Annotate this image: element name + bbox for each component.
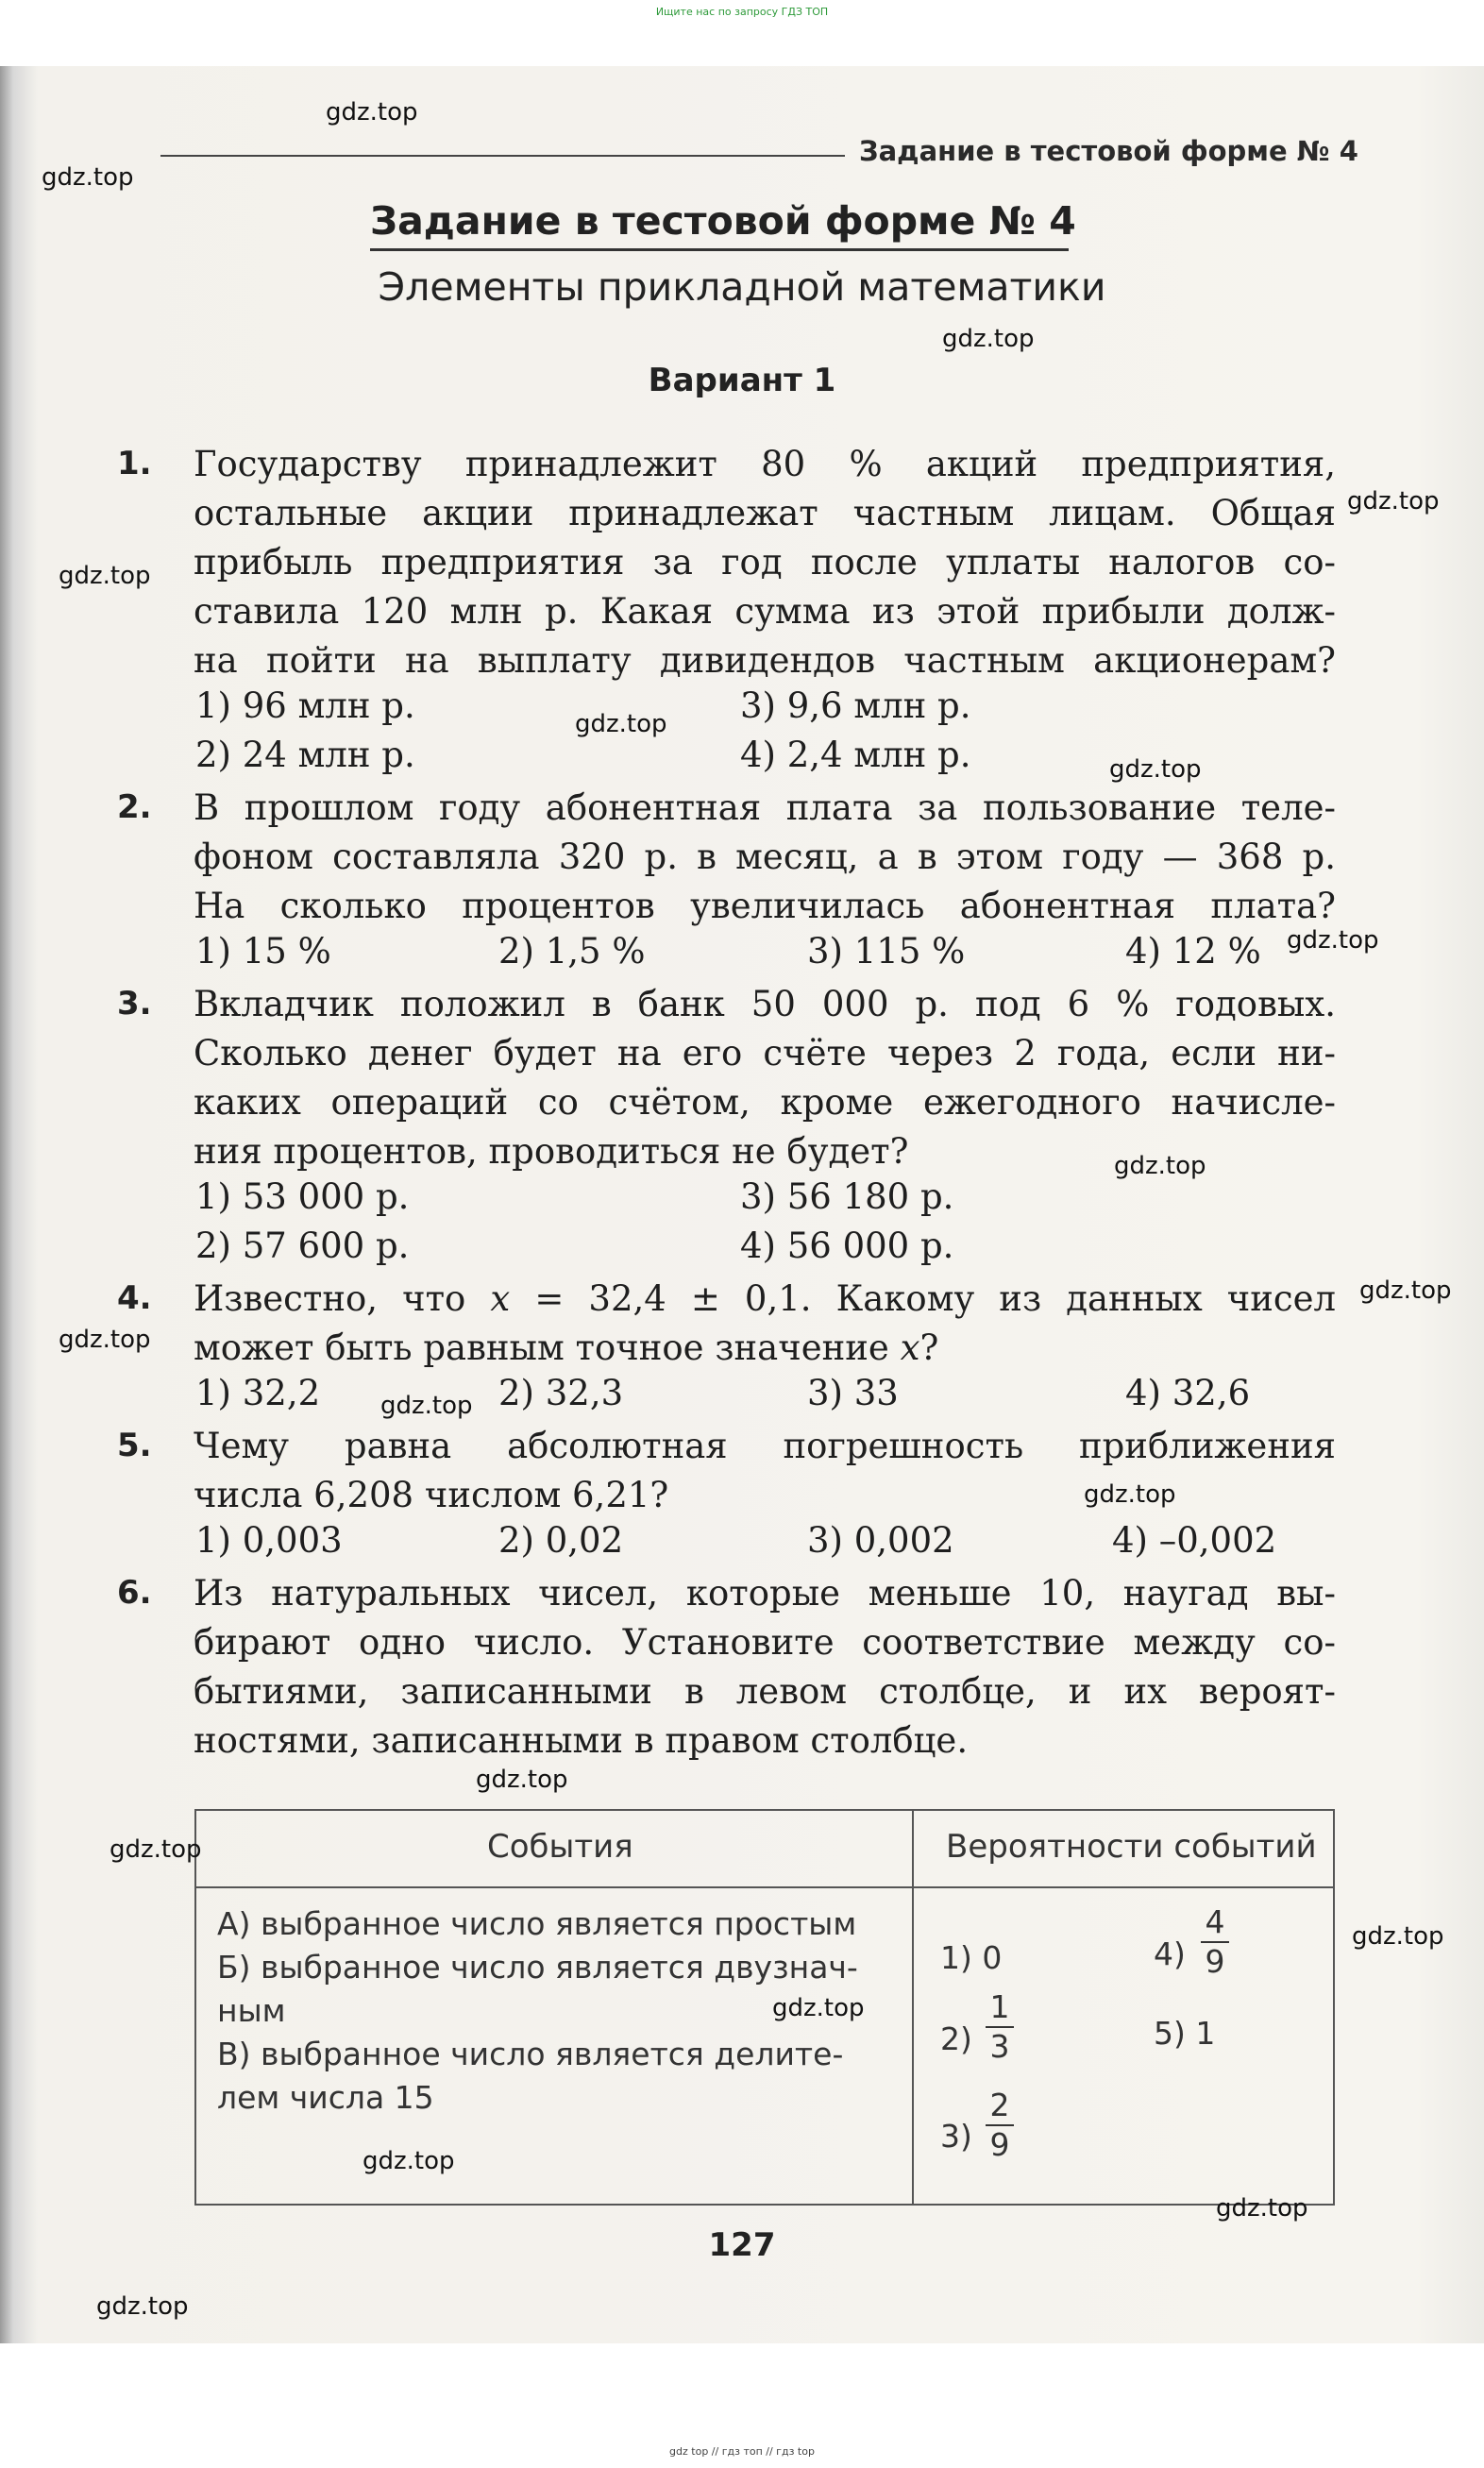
variant-heading: Вариант 1 <box>648 362 836 399</box>
question-text-line: каких операций со счётом, кроме ежегодного начисле- <box>194 1082 1336 1123</box>
watermark: gdz.top <box>1347 487 1440 516</box>
page-subtitle: Элементы прикладной математики <box>378 264 1106 310</box>
question-text-line: ния процентов, проводиться не будет? <box>194 1131 909 1172</box>
question-text-line: ностями, записанными в правом столбце. <box>194 1720 969 1761</box>
question-text-line: На сколько процентов увеличилась абонентная плата? <box>194 886 1336 926</box>
watermark: gdz.top <box>772 1994 865 2022</box>
answer-option: 4) 2,4 млн р. <box>740 735 971 775</box>
watermark: gdz.top <box>1109 755 1202 784</box>
watermark: gdz.top <box>1352 1922 1444 1951</box>
question-number: 2. <box>117 788 152 826</box>
running-head: Задание в тестовой форме № 4 <box>859 135 1358 167</box>
page-title: Задание в тестовой форме № 4 <box>370 198 1076 244</box>
watermark: gdz.top <box>380 1392 473 1420</box>
question-text-line: может быть равным точное значение x? <box>194 1327 939 1368</box>
watermark: gdz.top <box>575 710 667 738</box>
question-text-line: фоном составляла 320 р. в месяц, а в этом году — 368 р. <box>194 837 1336 877</box>
question-text-line: В прошлом году абонентная плата за пользование теле- <box>194 787 1336 828</box>
fraction-one-third: 1 3 <box>986 1990 1014 2064</box>
answer-option: 4) 56 000 р. <box>740 1226 954 1266</box>
answer-option: 3) 115 % <box>807 931 966 972</box>
question-text-line: остальные акции принадлежат частным лицам. Общая <box>194 493 1336 533</box>
event-item: ным <box>217 1992 286 2029</box>
table-header-divider <box>196 1886 1333 1888</box>
question-text-line: Вкладчик положил в банк 50 000 р. под 6 % годовых. <box>194 984 1336 1024</box>
watermark: gdz.top <box>110 1835 202 1864</box>
answer-option: 2) 0,02 <box>498 1520 624 1561</box>
watermark: gdz.top <box>96 2292 189 2321</box>
question-number: 3. <box>117 985 152 1023</box>
question-text-line: Государству принадлежит 80 % акций предприятия, <box>194 444 1336 484</box>
answer-option: 4) 12 % <box>1125 931 1261 972</box>
answer-option: 2) 57 600 р. <box>195 1226 410 1266</box>
event-item: А) выбранное число является простым <box>217 1905 857 1942</box>
page-number: 127 <box>708 2226 776 2264</box>
watermark: gdz.top <box>1359 1276 1452 1305</box>
answer-option: 3) 33 <box>807 1373 899 1413</box>
probability-option: 1) 0 <box>940 1939 1003 1976</box>
watermark: gdz.top <box>1287 926 1379 955</box>
question-text-line: числа 6,208 числом 6,21? <box>194 1475 669 1515</box>
watermark: gdz.top <box>1114 1152 1206 1180</box>
answer-option: 4) 32,6 <box>1125 1373 1251 1413</box>
answer-option: 1) 0,003 <box>195 1520 343 1561</box>
answer-option: 1) 53 000 р. <box>195 1176 410 1217</box>
question-text-line: бирают одно число. Установите соответствие между со- <box>194 1622 1336 1663</box>
watermark: gdz.top <box>326 98 418 127</box>
watermark: gdz.top <box>42 163 134 192</box>
watermark: gdz.top <box>1084 1480 1176 1509</box>
question-text-line: Чему равна абсолютная погрешность приближения <box>194 1426 1336 1466</box>
event-item: лем числа 15 <box>217 2079 434 2116</box>
answer-option: 3) 0,002 <box>807 1520 954 1561</box>
question-text-line: ставила 120 млн р. Какая сумма из этой прибыли долж- <box>194 591 1336 632</box>
question-number: 4. <box>117 1279 152 1317</box>
question-text-line: Из натуральных чисел, которые меньше 10, наугад вы- <box>194 1573 1336 1614</box>
question-text-line: Сколько денег будет на его счёте через 2 года, если ни- <box>194 1033 1336 1073</box>
column-header-probabilities: Вероятности событий <box>946 1828 1317 1866</box>
matching-table <box>194 1809 1335 2206</box>
watermark: gdz.top <box>59 1326 151 1354</box>
answer-option: 3) 56 180 р. <box>740 1176 954 1217</box>
question-number: 1. <box>117 445 152 482</box>
question-text-line: бытиями, записанными в левом столбце, и их вероят- <box>194 1671 1336 1712</box>
watermark: gdz.top <box>1216 2194 1308 2223</box>
header-rule <box>160 155 845 157</box>
variable-x: x <box>900 1327 920 1368</box>
top-note: Ищите нас по запросу ГДЗ ТОП <box>655 6 829 18</box>
question-number: 5. <box>117 1427 152 1464</box>
event-item: В) выбранное число является делите- <box>217 2036 844 2072</box>
event-item: Б) выбранное число является двузнач- <box>217 1949 858 1986</box>
question-number: 6. <box>117 1574 152 1612</box>
question-text-line: Известно, что x = 32,4 ± 0,1. Какому из данных чисел <box>194 1278 1336 1319</box>
title-underline <box>370 248 1069 251</box>
answer-option: 3) 9,6 млн р. <box>740 685 971 726</box>
answer-option: 2) 1,5 % <box>498 931 646 972</box>
question-text-line: прибыль предприятия за год после уплаты налогов со- <box>194 542 1336 583</box>
variable-x: x <box>490 1278 511 1319</box>
watermark: gdz.top <box>59 562 151 590</box>
answer-option: 1) 32,2 <box>195 1373 321 1413</box>
question-text-line: на пойти на выплату дивидендов частным акционерам? <box>194 640 1336 681</box>
footer-note: gdz top // гдз топ // гдз top <box>669 2445 815 2458</box>
answer-option: 2) 24 млн р. <box>195 735 415 775</box>
watermark: gdz.top <box>942 325 1035 353</box>
table-column-divider <box>912 1811 914 2204</box>
column-header-events: События <box>487 1828 633 1866</box>
watermark: gdz.top <box>363 2147 455 2175</box>
answer-option: 4) –0,002 <box>1112 1520 1277 1561</box>
probability-option: 3) <box>940 2118 972 2155</box>
probability-option: 2) <box>940 2020 972 2057</box>
answer-option: 2) 32,3 <box>498 1373 624 1413</box>
answer-option: 1) 15 % <box>195 931 331 972</box>
watermark: gdz.top <box>476 1766 568 1794</box>
probability-option: 4) <box>1154 1936 1186 1972</box>
fraction-four-ninths: 4 9 <box>1201 1905 1229 1979</box>
fraction-two-ninths: 2 9 <box>986 2088 1014 2162</box>
answer-option: 1) 96 млн р. <box>195 685 415 726</box>
probability-option: 5) 1 <box>1154 2015 1216 2052</box>
